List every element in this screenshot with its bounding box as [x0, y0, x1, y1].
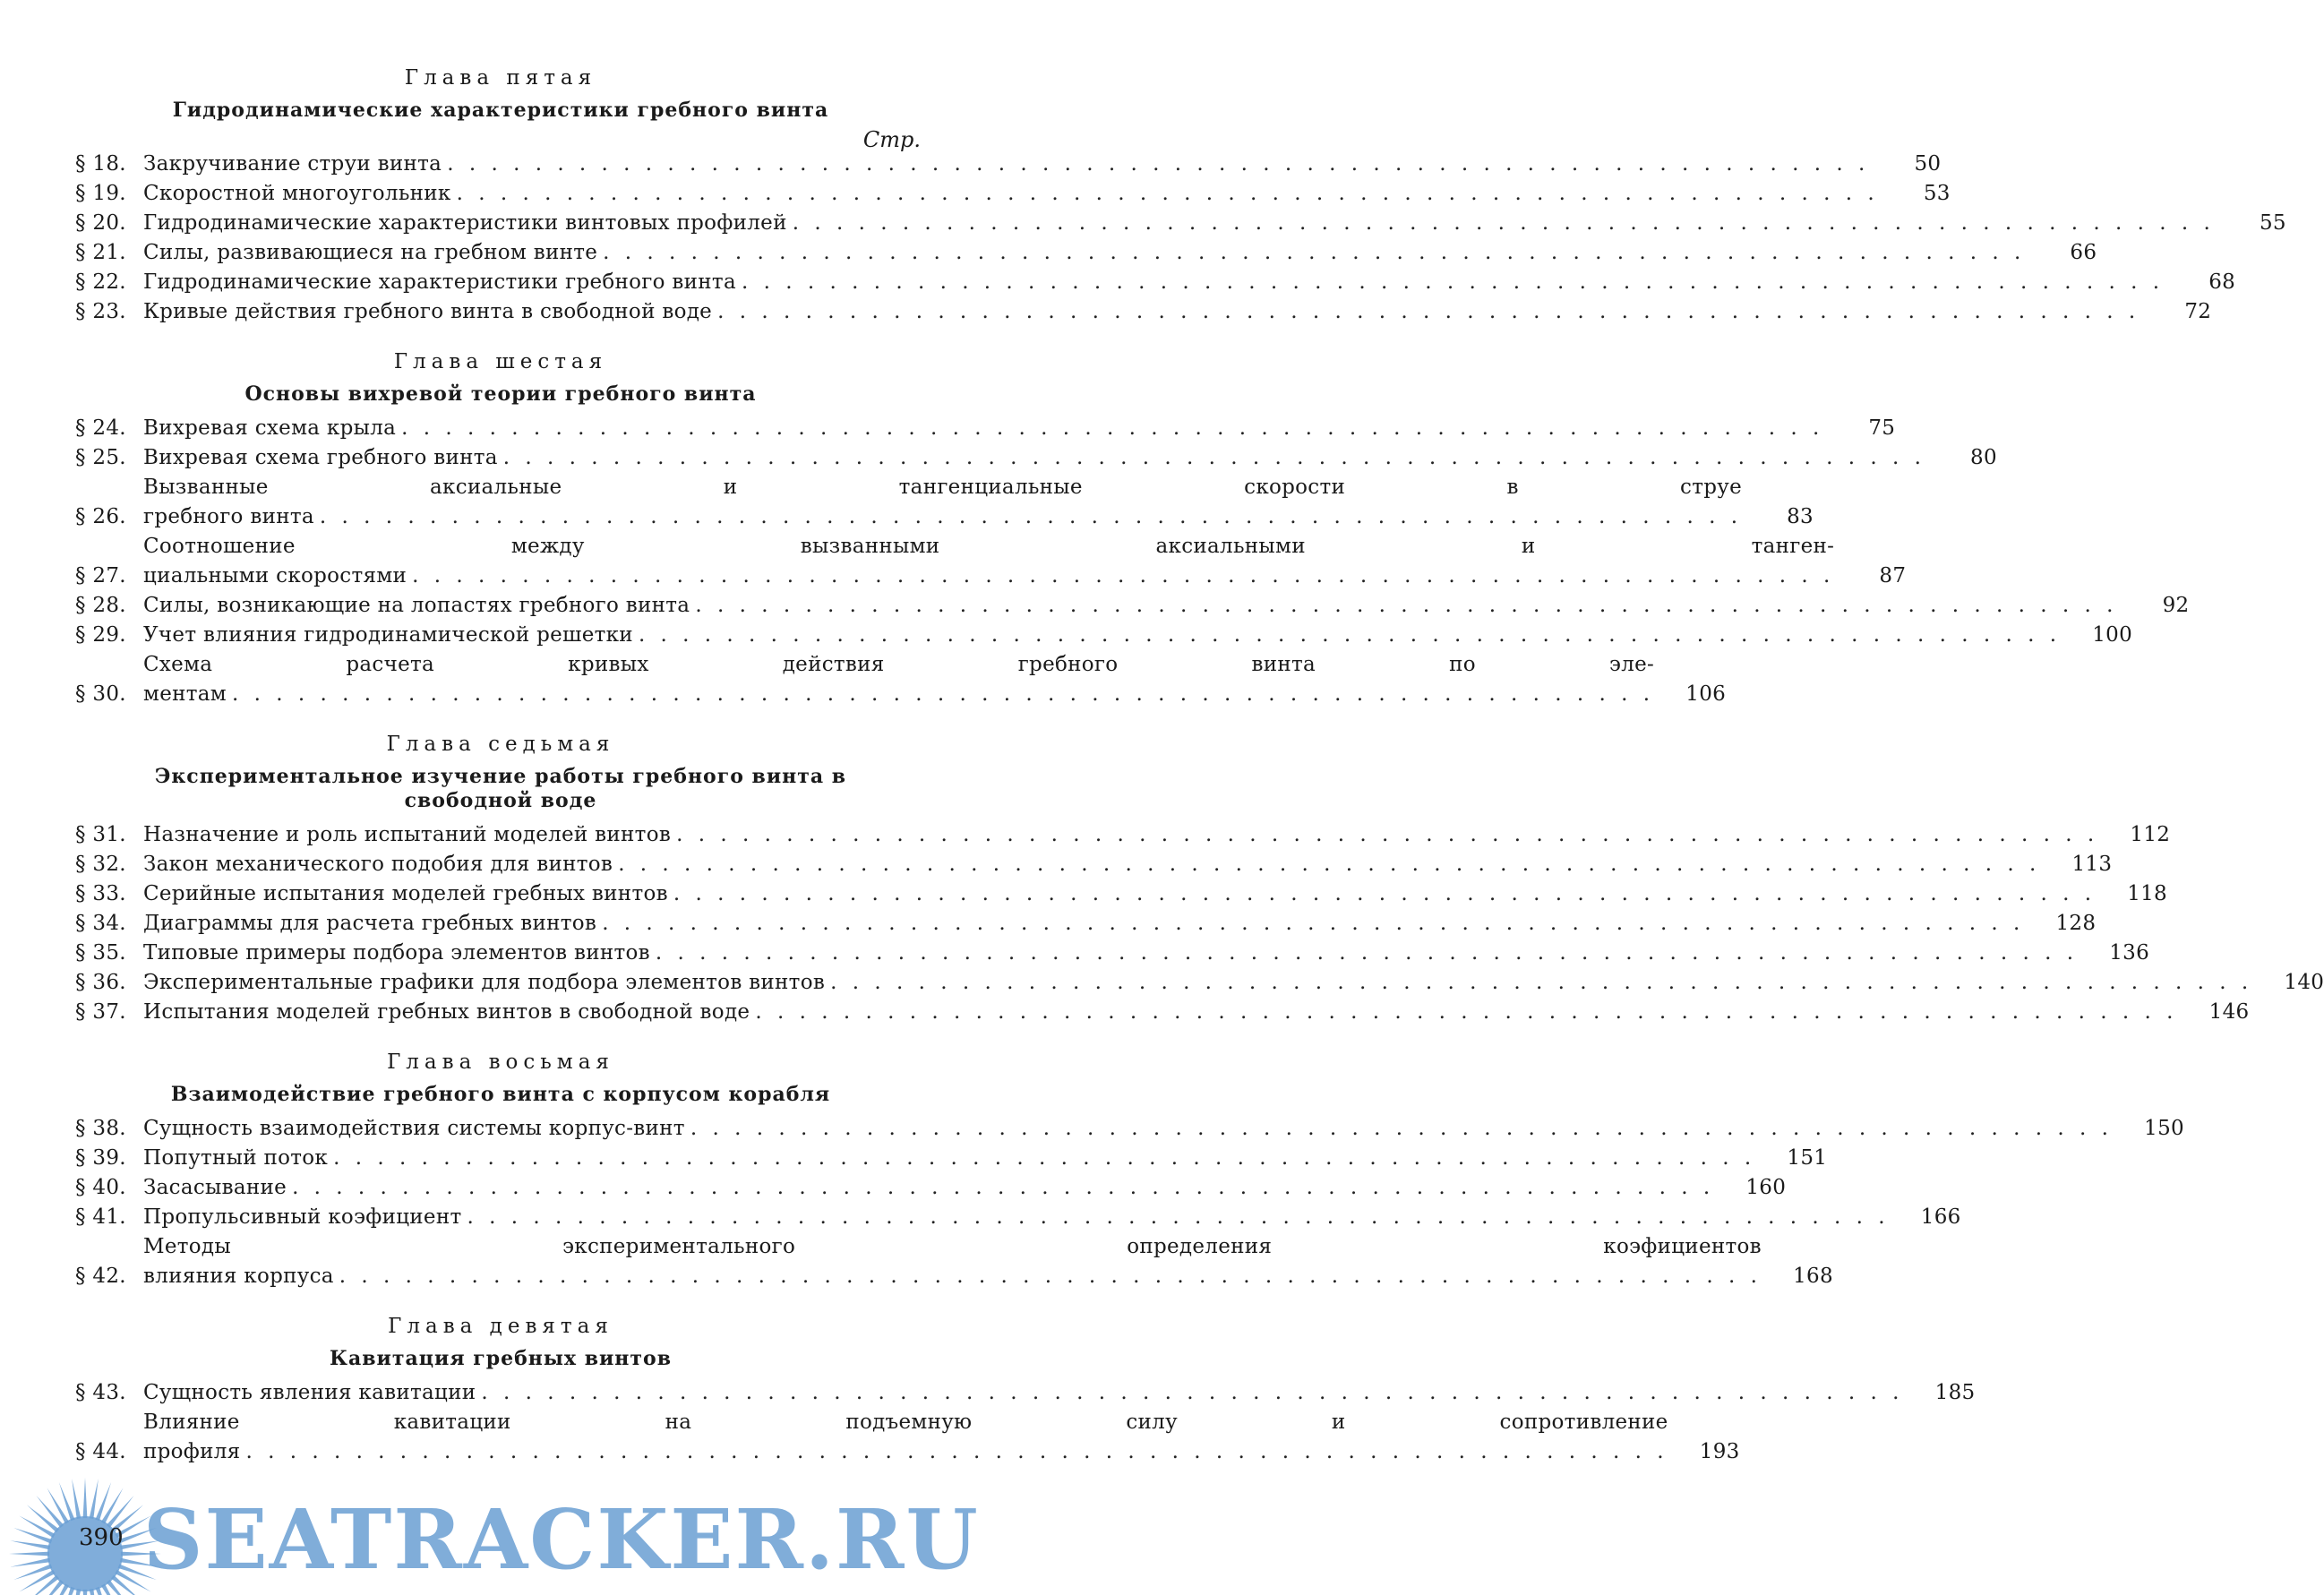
section-number: § 41. [75, 1205, 126, 1229]
section-number: § 20. [75, 211, 126, 235]
section-number: § 19. [75, 182, 126, 205]
section-title: Серийные испытания моделей гребных винтов [143, 882, 668, 905]
dot-leader [412, 562, 1834, 591]
section-number: § 34. [75, 912, 126, 935]
section-number: § 43. [75, 1381, 126, 1404]
section-title: Учет влияния гидродинамической решетки [143, 623, 633, 647]
chapter-title: Кавитация гребных винтов [329, 1347, 672, 1370]
page-ref: 75 [1868, 416, 1896, 440]
page-ref: 83 [1787, 505, 1814, 528]
dot-leader [676, 820, 2098, 850]
section-number: § 39. [75, 1146, 126, 1170]
section-title: Вызванные аксиальные и тангенциальные скорости в струе [143, 476, 1742, 499]
dot-leader [503, 443, 1925, 473]
toc-entry [75, 414, 1896, 443]
section-title: Пропульсивный коэфициент [143, 1205, 462, 1229]
toc-entry [75, 268, 2236, 297]
dot-leader [333, 1144, 1755, 1173]
section-number: § 18. [75, 152, 126, 176]
section-title: Силы, возникающие на лопастях гребного винта [143, 594, 690, 617]
dot-leader [717, 297, 2140, 327]
dot-leader [618, 850, 2040, 879]
section-number: § 40. [75, 1176, 126, 1199]
toc-entry [75, 150, 1942, 179]
section-number: § 26. [75, 505, 126, 528]
page-ref: 185 [1934, 1381, 1976, 1404]
dot-leader [339, 1262, 1762, 1291]
toc-entry [75, 209, 2286, 238]
toc-entry [75, 238, 2097, 268]
section-title: Силы, развивающиеся на гребном винте [143, 241, 598, 264]
toc-entry [75, 1114, 2184, 1144]
dot-leader [742, 268, 2164, 297]
section-title: Гидродинамические характеристики винтовых профилей [143, 211, 787, 235]
section-number: § 22. [75, 270, 126, 294]
toc-entry [75, 297, 2212, 327]
section-title: Закон механического подобия для винтов [143, 853, 613, 876]
section-title: Соотношение между вызванными аксиальными и танген- [143, 535, 1835, 558]
toc-entry [75, 473, 1814, 532]
toc-entry [75, 1173, 1787, 1203]
section-title: Диаграммы для расчета гребных винтов [143, 912, 597, 935]
section-title: Сущность явления кавитации [143, 1381, 476, 1404]
section-number: § 23. [75, 300, 126, 323]
page-number: 390 [79, 1524, 124, 1551]
section-number: § 37. [75, 1000, 126, 1024]
toc-entry [75, 1203, 1961, 1232]
dot-leader [457, 179, 1879, 209]
page-ref: 193 [1699, 1440, 1740, 1463]
toc-entry [75, 1232, 1833, 1291]
section-number: § 28. [75, 594, 126, 617]
chapter-label: Глава девятая [388, 1315, 613, 1338]
dot-leader [602, 909, 2024, 939]
toc-entry [75, 968, 2324, 998]
page-ref: 92 [2162, 594, 2190, 617]
chapter-title: Экспериментальное изучение работы гребного винта в свободной воде [154, 765, 847, 812]
section-title: Вихревая схема гребного винта [143, 446, 498, 469]
section-number: § 35. [75, 941, 126, 965]
page-ref: 106 [1685, 682, 1727, 706]
chapter-heading [75, 350, 926, 407]
dot-leader [467, 1203, 1889, 1232]
section-title: Вихревая схема крыла [143, 416, 397, 440]
section-number: § 31. [75, 823, 126, 846]
page-ref: 100 [2092, 623, 2133, 647]
chapter-title: Взаимодействие гребного винта с корпусом корабля [170, 1083, 831, 1106]
dot-leader [292, 1173, 1714, 1203]
section-title: гребного винта [143, 505, 314, 528]
toc-entry [75, 443, 1997, 473]
page-ref: 50 [1914, 152, 1942, 176]
section-title: Экспериментальные графики для подбора элементов винтов [143, 971, 826, 994]
dot-leader [695, 591, 2117, 621]
section-number: § 21. [75, 241, 126, 264]
page-ref: 66 [2070, 241, 2097, 264]
section-title: Влияние кавитации на подъемную силу и сопротивление [143, 1411, 1668, 1434]
page-ref: 151 [1787, 1146, 1828, 1170]
page-ref: 118 [2127, 882, 2167, 905]
page-ref: 72 [2184, 300, 2212, 323]
page-ref: 160 [1745, 1176, 1787, 1199]
dot-leader [447, 150, 1869, 179]
section-title: Закручивание струи винта [143, 152, 442, 176]
page-ref: 53 [1923, 182, 1951, 205]
chapter-heading [75, 733, 926, 813]
page-ref: 80 [1970, 446, 1997, 469]
chapter-heading [75, 1315, 926, 1371]
section-number: § 27. [75, 564, 126, 587]
page-ref: 168 [1793, 1265, 1833, 1288]
section-title: влияния корпуса [143, 1265, 334, 1288]
section-title: Скоростной многоугольник [143, 182, 451, 205]
dot-leader [401, 414, 1823, 443]
section-title: Засасывание [143, 1176, 287, 1199]
dot-leader [232, 680, 1654, 709]
toc-entry [75, 1144, 1828, 1173]
dot-leader [481, 1378, 1903, 1408]
page-ref: 146 [2208, 1000, 2250, 1024]
page-ref: 140 [2284, 971, 2324, 994]
chapter-heading [75, 66, 926, 123]
page-ref: 150 [2144, 1117, 2184, 1140]
chapter-title: Гидродинамические характеристики гребного винта [172, 99, 829, 122]
section-number: § 42. [75, 1265, 126, 1288]
chapter-label: Глава восьмая [387, 1050, 614, 1074]
chapter-label: Глава седьмая [386, 733, 615, 756]
dot-leader [830, 968, 2252, 998]
section-title: Попутный поток [143, 1146, 329, 1170]
chapter-heading [75, 1050, 926, 1107]
section-number: § 30. [75, 682, 126, 706]
dot-leader [656, 939, 2078, 968]
section-title: циальными скоростями [143, 564, 407, 587]
section-number: § 44. [75, 1440, 126, 1463]
toc-entry [75, 820, 2171, 850]
toc-entry [75, 1408, 1740, 1467]
chapter-title: Основы вихревой теории гребного винта [244, 382, 757, 406]
section-title: Назначение и роль испытаний моделей винтов [143, 823, 672, 846]
dot-leader [755, 998, 2177, 1027]
toc-entry [75, 850, 2113, 879]
section-title: Гидродинамические характеристики гребного винта [143, 270, 736, 294]
dot-leader [793, 209, 2215, 238]
chapter-label: Глава шестая [393, 350, 608, 373]
toc-entry [75, 998, 2250, 1027]
dot-leader [603, 238, 2025, 268]
page-ref: 87 [1879, 564, 1907, 587]
page-ref: 113 [2071, 853, 2113, 876]
section-title: Методы экспериментального определения коэфициентов [143, 1235, 1762, 1258]
watermark-text: SEATRACKER.RU [143, 1491, 980, 1588]
section-number: § 24. [75, 416, 126, 440]
chapter-label: Глава пятая [404, 66, 597, 90]
dot-leader [690, 1114, 2113, 1144]
section-number: § 32. [75, 853, 126, 876]
section-title: Сущность взаимодействия системы корпус-винт [143, 1117, 685, 1140]
section-number: § 25. [75, 446, 126, 469]
toc-entry [75, 879, 2167, 909]
page-column-label: Стр. [862, 127, 921, 152]
table-of-contents [75, 56, 2324, 1479]
dot-leader [673, 879, 2096, 909]
toc-entry [75, 650, 1727, 709]
page-ref: 166 [1920, 1205, 1961, 1229]
toc-entry [75, 532, 1907, 591]
toc-entry [75, 1378, 1976, 1408]
toc-entry [75, 621, 2133, 650]
section-number: § 38. [75, 1117, 126, 1140]
section-number: § 33. [75, 882, 126, 905]
section-title: Кривые действия гребного винта в свободной воде [143, 300, 713, 323]
section-number: § 29. [75, 623, 126, 647]
page-ref: 136 [2109, 941, 2150, 965]
section-title: ментам [143, 682, 227, 706]
section-title: Схема расчета кривых действия гребного винта по эле- [143, 653, 1655, 676]
section-number: § 36. [75, 971, 126, 994]
page-ref: 55 [2259, 211, 2286, 235]
page-ref: 112 [2130, 823, 2171, 846]
section-title: Типовые примеры подбора элементов винтов [143, 941, 650, 965]
toc-entry [75, 179, 1951, 209]
section-title: Испытания моделей гребных винтов в свободной воде [143, 1000, 750, 1024]
section-title: профиля [143, 1440, 241, 1463]
toc-entry [75, 939, 2150, 968]
toc-entry [75, 909, 2097, 939]
page-ref: 68 [2208, 270, 2236, 294]
dot-leader [639, 621, 2061, 650]
toc-entry [75, 591, 2190, 621]
dot-leader [320, 502, 1742, 532]
page-ref: 128 [2055, 912, 2097, 935]
